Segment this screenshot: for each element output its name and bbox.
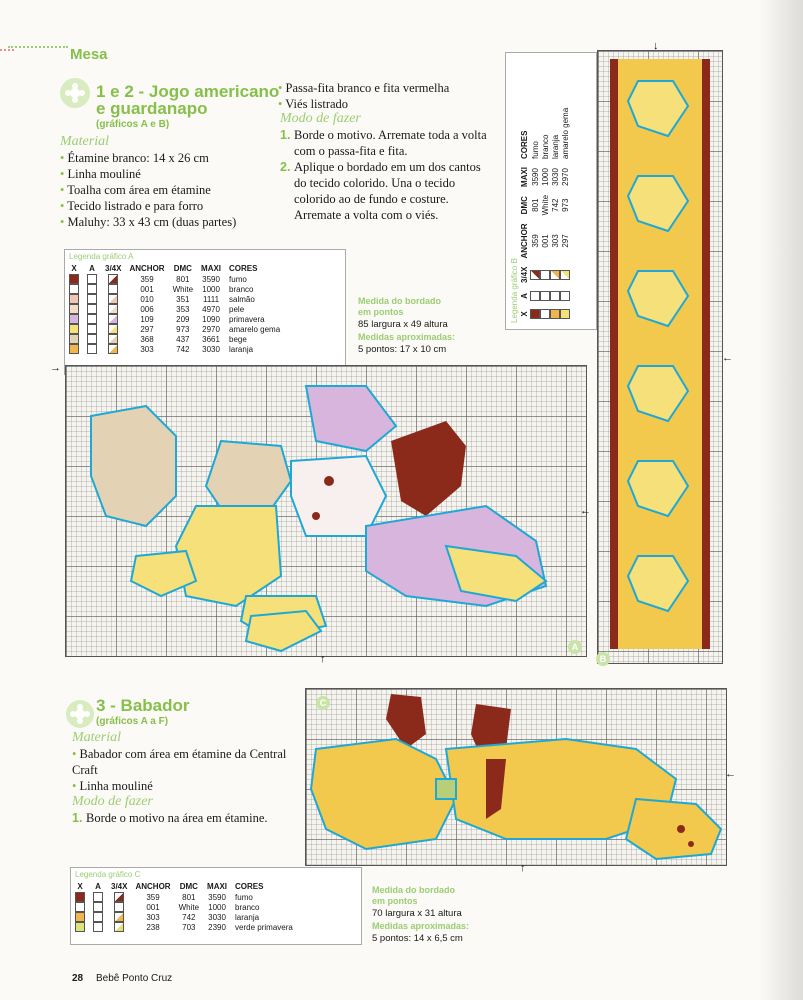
threequarter-swatch	[108, 334, 118, 344]
chart-c-tick-bottom: ↑	[520, 862, 526, 874]
color-swatch	[69, 334, 79, 344]
chart-c-tick-right: ←	[725, 768, 736, 780]
chart-a-grid	[65, 365, 587, 657]
backstitch-swatch	[87, 284, 97, 294]
chart-a-tick-bottom: ↑	[320, 653, 326, 665]
color-name: laranja	[229, 344, 254, 354]
project1-icon	[60, 78, 90, 108]
backstitch-swatch	[93, 922, 103, 932]
swatch-34	[101, 344, 125, 354]
color-swatch	[540, 309, 550, 319]
dmc-code: White	[172, 284, 194, 294]
legend-header: A	[520, 293, 529, 299]
swatch-34	[101, 334, 125, 344]
threequarter-swatch	[108, 314, 118, 324]
legend-header: MAXI	[207, 882, 228, 891]
anchor-code: 303	[140, 344, 154, 354]
legend-a-box	[64, 249, 346, 375]
swatch-x	[65, 284, 83, 294]
swatch-a	[89, 912, 107, 922]
legend-header: 3/4X	[520, 266, 529, 283]
backstitch-swatch	[87, 314, 97, 324]
swatch-34	[101, 314, 125, 324]
swatch-x	[65, 274, 83, 284]
page-edge-mark	[0, 40, 16, 60]
project1-material-list-2	[278, 80, 498, 112]
legend-row	[71, 892, 297, 902]
threequarter-swatch	[560, 270, 570, 280]
legend-header: 3/4X	[111, 882, 128, 891]
legend-row	[550, 104, 560, 323]
project3-icon	[66, 700, 94, 728]
swatch-a	[540, 287, 550, 305]
dmc-code: 801	[176, 274, 190, 284]
color-swatch	[69, 304, 79, 314]
backstitch-swatch	[560, 291, 570, 301]
swatch-a	[89, 892, 107, 902]
legend-header: ANCHOR	[135, 882, 171, 891]
project3-material-label: Material	[72, 730, 121, 745]
dmc-code: 703	[182, 922, 196, 932]
swatch-34	[101, 304, 125, 314]
maxi-code: 2970	[560, 168, 570, 186]
legend-row	[560, 104, 570, 323]
legend-row	[71, 902, 297, 912]
chart-c-motif	[306, 689, 726, 865]
chart-c-grid	[305, 688, 727, 866]
legend-b-table	[519, 104, 570, 323]
maxi-code: 1111	[203, 294, 220, 304]
legend-row	[65, 304, 284, 314]
material-item: • Linha mouliné	[72, 778, 290, 794]
chart-b-badge: B	[596, 652, 610, 666]
project3-steps	[72, 810, 292, 826]
dmc-code: White	[178, 902, 200, 912]
legend-row	[540, 104, 550, 323]
swatch-x	[540, 305, 550, 323]
backstitch-swatch	[93, 892, 103, 902]
backstitch-swatch	[87, 294, 97, 304]
material-item: • Viés listrado	[278, 96, 498, 112]
color-swatch	[69, 324, 79, 334]
swatch-34	[550, 263, 560, 287]
color-swatch	[560, 309, 570, 319]
legend-header: X	[77, 882, 83, 891]
legend-header: MAXI	[520, 166, 529, 187]
maxi-code: 3590	[202, 274, 220, 284]
threequarter-swatch	[114, 902, 124, 912]
maxi-code: 1000	[202, 284, 220, 294]
color-name: primavera	[229, 314, 265, 324]
backstitch-swatch	[87, 304, 97, 314]
anchor-code: 238	[146, 922, 160, 932]
dmc-code: 973	[176, 324, 190, 334]
color-name: branco	[229, 284, 254, 294]
swatch-34	[101, 324, 125, 334]
chart-a-tick-right: ←	[580, 505, 591, 517]
swatch-34	[101, 274, 125, 284]
swatch-x	[65, 344, 83, 354]
backstitch-swatch	[87, 324, 97, 334]
swatch-a	[560, 287, 570, 305]
maxi-code: 1000	[208, 902, 226, 912]
threequarter-swatch	[114, 922, 124, 932]
threequarter-swatch	[114, 912, 124, 922]
legend-row	[65, 274, 284, 284]
material-item: • Maluhy: 33 x 43 cm (duas partes)	[60, 214, 275, 230]
legend-header: CORES	[520, 130, 529, 159]
swatch-x	[71, 912, 89, 922]
legend-header: ANCHOR	[129, 264, 165, 273]
dmc-code: 801	[182, 892, 196, 902]
dmc-code: 801	[530, 198, 540, 212]
chart-b-tick-top: ↓	[653, 40, 659, 52]
anchor-code: 297	[560, 234, 570, 248]
p1-approx-label: Medidas aproximadas:	[358, 332, 456, 342]
swatch-a	[530, 287, 540, 305]
maxi-code: 3030	[202, 344, 220, 354]
anchor-code: 303	[550, 234, 560, 248]
swatch-a	[83, 314, 101, 324]
swatch-34	[560, 263, 570, 287]
anchor-code: 359	[146, 892, 160, 902]
legend-b-box	[505, 52, 597, 330]
p3-approx-label: Medidas aproximadas:	[372, 921, 470, 931]
anchor-code: 303	[146, 912, 160, 922]
p1-approx-value: 5 pontos: 17 x 10 cm	[358, 344, 447, 355]
swatch-34	[107, 902, 131, 912]
maxi-code: 2970	[202, 324, 220, 334]
dmc-code: 209	[176, 314, 190, 324]
legend-header: 3/4X	[105, 264, 122, 273]
project1-title-2: e guardanapo	[96, 99, 208, 118]
legend-row	[530, 104, 540, 323]
maxi-code: 1000	[540, 168, 550, 186]
color-name: laranja	[550, 134, 560, 159]
threequarter-swatch	[108, 304, 118, 314]
material-item: • Toalha com área em étamine	[60, 182, 275, 198]
swatch-x	[71, 922, 89, 932]
swatch-x	[65, 314, 83, 324]
backstitch-swatch	[87, 334, 97, 344]
legend-row	[65, 314, 284, 324]
material-item: • Babador com área em étamine da Central Craft	[72, 746, 290, 778]
swatch-a	[83, 304, 101, 314]
backstitch-swatch	[530, 291, 540, 301]
color-swatch	[69, 274, 79, 284]
maxi-code: 3030	[550, 168, 560, 186]
legend-header: X	[520, 311, 529, 317]
anchor-code: 368	[140, 334, 154, 344]
swatch-34	[107, 922, 131, 932]
maxi-code: 3030	[208, 912, 226, 922]
page-curl-shadow	[760, 0, 803, 1000]
project1-subtitle: (gráficos A e B)	[96, 119, 170, 130]
swatch-34	[107, 912, 131, 922]
legend-header: CORES	[229, 264, 258, 273]
material-item: • Linha mouliné	[60, 166, 275, 182]
color-name: branco	[235, 902, 260, 912]
project3-material-list	[72, 746, 290, 794]
anchor-code: 001	[540, 234, 550, 248]
legend-header: A	[89, 264, 95, 273]
material-item: • Passa-fita branco e fita vermelha	[278, 80, 498, 96]
color-name: amarelo gema	[229, 324, 281, 334]
p3-measure-value: 70 largura x 31 altura	[372, 908, 462, 919]
legend-header: X	[71, 264, 77, 273]
color-name: bege	[229, 334, 247, 344]
dmc-code: 437	[176, 334, 190, 344]
backstitch-swatch	[87, 344, 97, 354]
maxi-code: 2390	[208, 922, 226, 932]
swatch-34	[101, 284, 125, 294]
dmc-code: White	[540, 194, 550, 216]
p1-measure-value: 85 largura x 49 altura	[358, 319, 448, 330]
threequarter-swatch	[108, 284, 118, 294]
project3-method-label: Modo de fazer	[72, 794, 153, 809]
threequarter-swatch	[108, 344, 118, 354]
page-number: 28	[72, 973, 84, 984]
swatch-x	[65, 324, 83, 334]
maxi-code: 4970	[202, 304, 220, 314]
chart-c-badge: C	[316, 696, 330, 710]
flower-icon	[60, 78, 90, 108]
swatch-x	[71, 902, 89, 912]
color-swatch	[69, 314, 79, 324]
legend-header: DMC	[179, 882, 198, 891]
legend-row	[65, 334, 284, 344]
legend-row	[65, 294, 284, 304]
color-swatch	[530, 309, 540, 319]
swatch-x	[65, 294, 83, 304]
swatch-a	[89, 922, 107, 932]
color-name: salmão	[229, 294, 255, 304]
legend-row	[65, 344, 284, 354]
maxi-code: 3590	[208, 892, 226, 902]
swatch-a	[83, 294, 101, 304]
dmc-code: 742	[182, 912, 196, 922]
legend-header: A	[95, 882, 101, 891]
chart-a-motif	[66, 366, 586, 656]
legend-header: CORES	[235, 882, 264, 891]
dmc-code: 973	[560, 198, 570, 212]
color-swatch	[75, 902, 85, 912]
color-name: laranja	[235, 912, 260, 922]
legend-header: ANCHOR	[520, 223, 529, 259]
swatch-34	[101, 294, 125, 304]
anchor-code: 010	[140, 294, 154, 304]
legend-c-table	[71, 881, 297, 932]
swatch-34	[530, 263, 540, 287]
legend-row	[65, 284, 284, 294]
step-item: 1. Borde o motivo. Arremate toda a volta com o passa-fita e fita.	[280, 128, 487, 158]
swatch-a	[89, 902, 107, 912]
threequarter-swatch	[540, 270, 550, 280]
swatch-a	[83, 274, 101, 284]
anchor-code: 359	[530, 234, 540, 248]
color-swatch	[75, 912, 85, 922]
anchor-code: 297	[140, 324, 154, 334]
project1-material-label: Material	[60, 134, 109, 149]
section-title: Mesa	[70, 46, 108, 63]
project1-method-label: Modo de fazer	[280, 111, 361, 126]
anchor-code: 006	[140, 304, 154, 314]
swatch-x	[560, 305, 570, 323]
flower-icon	[66, 700, 94, 728]
threequarter-swatch	[550, 270, 560, 280]
legend-header: DMC	[173, 264, 192, 273]
color-name: branco	[540, 134, 550, 159]
swatch-a	[83, 284, 101, 294]
p3-approx-value: 5 pontos: 14 x 6,5 cm	[372, 933, 463, 944]
chart-b-tick-right: ←	[722, 352, 733, 364]
color-swatch	[69, 344, 79, 354]
material-item: • Étamine branco: 14 x 26 cm	[60, 150, 275, 166]
color-swatch	[75, 922, 85, 932]
magazine-name: Bebê Ponto Cruz	[96, 973, 173, 984]
backstitch-swatch	[93, 912, 103, 922]
step-item: 2. Aplique o bordado em um dos cantos do tecido colorido. Una o tecido colorido ao de fundo e costure. Arremate a volta com o viés.	[280, 160, 481, 222]
material-item: • Tecido listrado e para forro	[60, 198, 275, 214]
legend-header: MAXI	[201, 264, 222, 273]
chart-a-badge: A	[568, 640, 582, 654]
swatch-x	[71, 892, 89, 902]
anchor-code: 001	[146, 902, 160, 912]
swatch-34	[540, 263, 550, 287]
project1-title-1: 1 e 2 - Jogo americano	[96, 82, 280, 101]
chart-b-motif	[598, 51, 722, 663]
legend-a-table	[65, 263, 284, 354]
step-item: 1. Borde o motivo na área em étamine.	[72, 811, 268, 825]
color-name: verde primavera	[235, 922, 293, 932]
chart-a-tick-left: →	[50, 362, 61, 374]
swatch-34	[107, 892, 131, 902]
color-name: fumo	[235, 892, 253, 902]
project3-title: 3 - Babador	[96, 696, 190, 715]
backstitch-swatch	[540, 291, 550, 301]
dmc-code: 742	[550, 198, 560, 212]
color-swatch	[69, 294, 79, 304]
threequarter-swatch	[114, 892, 124, 902]
project3-subtitle: (gráficos A a F)	[96, 716, 169, 727]
p1-measure-label-2: em pontos	[358, 307, 404, 317]
swatch-a	[83, 344, 101, 354]
swatch-a	[83, 324, 101, 334]
color-swatch	[75, 892, 85, 902]
swatch-x	[550, 305, 560, 323]
legend-header: DMC	[520, 196, 529, 215]
legend-row	[71, 922, 297, 932]
threequarter-swatch	[108, 274, 118, 284]
backstitch-swatch	[93, 902, 103, 912]
project1-steps	[280, 127, 490, 223]
legend-b-title: Legenda gráfico B	[510, 258, 519, 323]
swatch-x	[530, 305, 540, 323]
maxi-code: 3590	[530, 168, 540, 186]
color-swatch	[550, 309, 560, 319]
color-name: fumo	[229, 274, 247, 284]
color-name: pele	[229, 304, 245, 314]
color-name: amarelo gema	[560, 107, 570, 159]
threequarter-swatch	[108, 324, 118, 334]
color-name: fumo	[530, 141, 540, 159]
legend-row	[65, 324, 284, 334]
project1-material-list	[60, 150, 275, 230]
legend-a-title: Legenda gráfico A	[69, 252, 134, 261]
dmc-code: 353	[176, 304, 190, 314]
swatch-x	[65, 334, 83, 344]
p1-measure-label-1: Medida do bordado	[358, 296, 441, 306]
legend-c-box	[70, 867, 362, 945]
dmc-code: 351	[176, 294, 190, 304]
swatch-x	[65, 304, 83, 314]
backstitch-swatch	[87, 274, 97, 284]
threequarter-swatch	[108, 294, 118, 304]
swatch-a	[550, 287, 560, 305]
legend-c-title: Legenda gráfico C	[75, 870, 141, 879]
p3-measure-label-1: Medida do bordado	[372, 885, 455, 895]
swatch-a	[83, 334, 101, 344]
anchor-code: 001	[140, 284, 154, 294]
p3-measure-label-2: em pontos	[372, 896, 418, 906]
maxi-code: 3661	[202, 334, 220, 344]
anchor-code: 359	[140, 274, 154, 284]
section-rule	[8, 46, 68, 50]
legend-row	[71, 912, 297, 922]
color-swatch	[69, 284, 79, 294]
anchor-code: 109	[140, 314, 154, 324]
threequarter-swatch	[530, 270, 540, 280]
chart-b-grid	[597, 50, 723, 664]
dmc-code: 742	[176, 344, 190, 354]
maxi-code: 1090	[202, 314, 220, 324]
backstitch-swatch	[550, 291, 560, 301]
